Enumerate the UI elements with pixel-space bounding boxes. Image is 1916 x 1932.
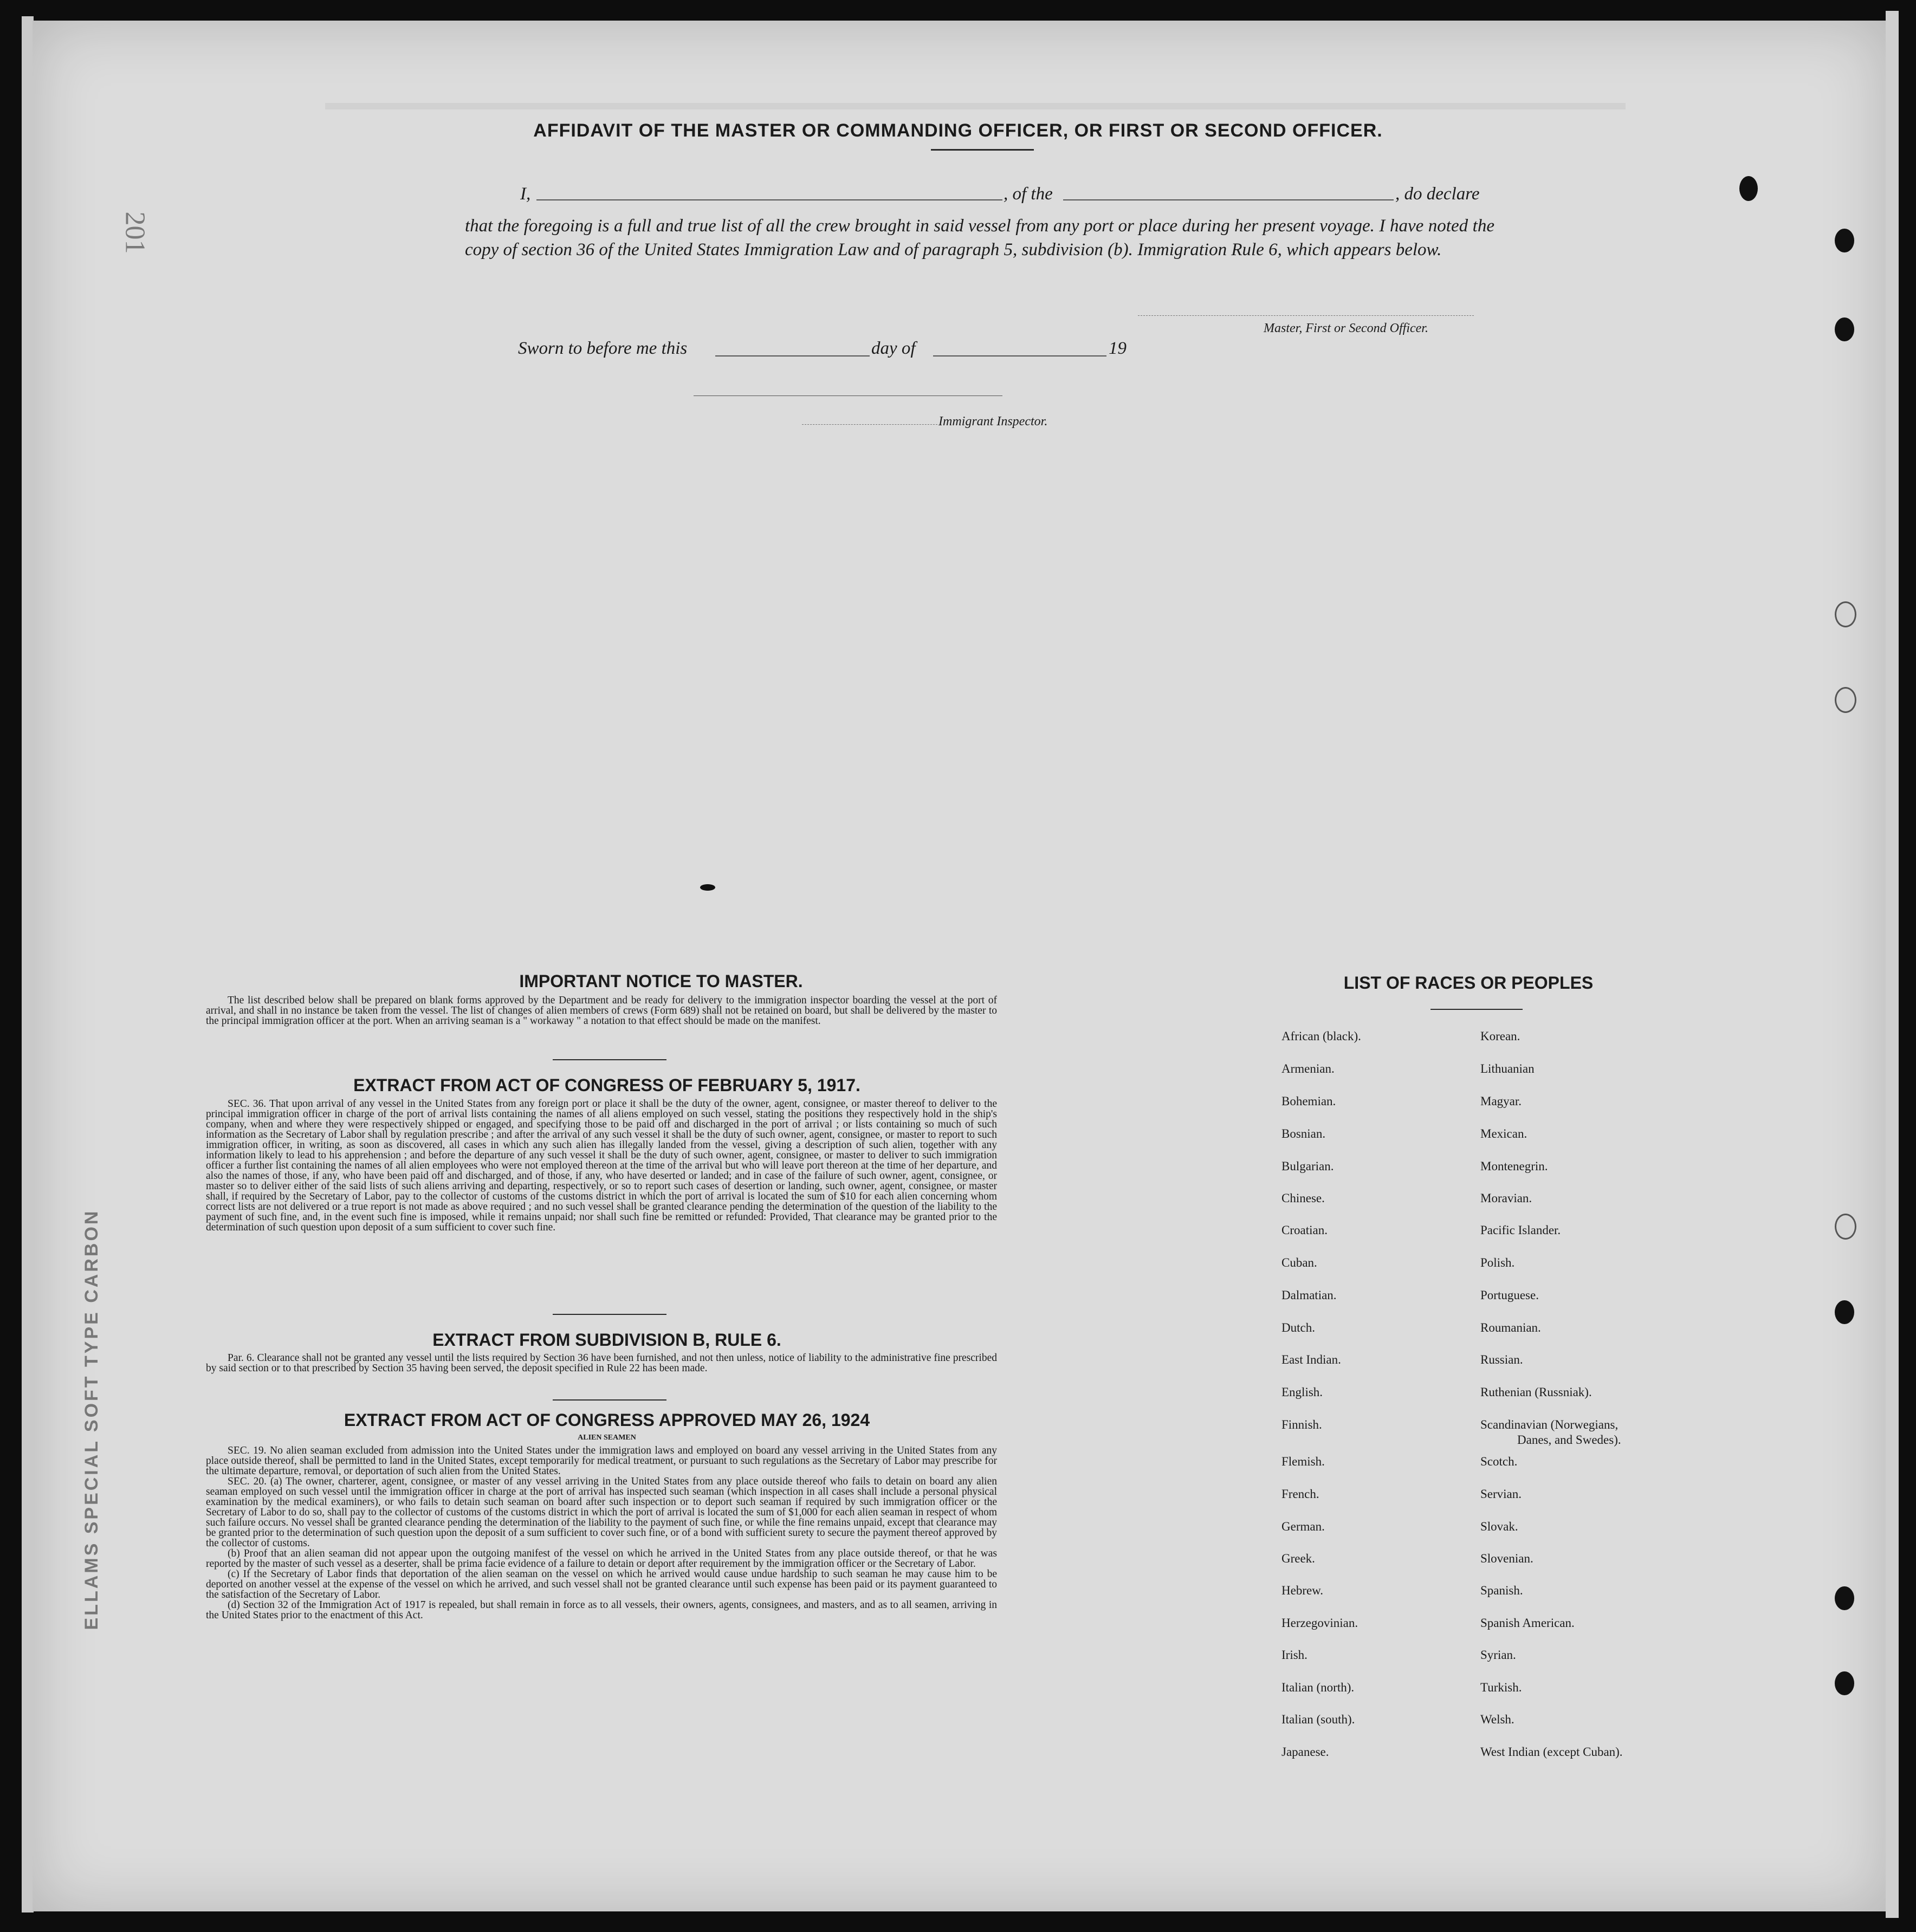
affidavit-title: AFFIDAVIT OF THE MASTER OR COMMANDING OFFICER, OR FIRST OR SECOND OFFICER. (533, 120, 1383, 141)
extract-1924-text (206, 1445, 997, 1620)
race-item: Servian. (1480, 1487, 1522, 1501)
punch-hole (1835, 1214, 1856, 1240)
race-item: Russian. (1480, 1353, 1523, 1366)
document-page (33, 21, 1886, 1911)
sworn-label: Sworn to before me this (518, 339, 688, 358)
sworn-month-line (933, 355, 1106, 356)
race-item: Slovenian. (1480, 1552, 1533, 1565)
race-item: Chinese. (1281, 1191, 1325, 1205)
rule6-text (206, 1353, 997, 1373)
race-item: Bulgarian. (1281, 1159, 1334, 1173)
extract-1924-sec19: SEC. 19. No alien seaman excluded from admission into the United States under the immigration laws and employed on board any vessel arriving in the United States from any place outside thereof, shall be permitted to land in the United States, except temporarily for medical treatment, or pursuant to such regulations as the Secretary of Labor may prescribe for the ultimate departure, removal, or deportation of such alien from the United States. (206, 1445, 997, 1477)
race-item: Welsh. (1480, 1713, 1514, 1726)
punch-hole (1835, 1671, 1854, 1695)
punch-hole (1835, 601, 1856, 627)
day-of-label: day of (871, 339, 916, 358)
race-item: Italian (south). (1281, 1713, 1355, 1726)
notice-divider (553, 1059, 666, 1060)
punch-hole (1835, 317, 1854, 341)
sworn-day-line (715, 355, 870, 356)
race-item: Croatian. (1281, 1223, 1328, 1237)
race-item: African (black). (1281, 1029, 1361, 1043)
race-item: Hebrew. (1281, 1584, 1324, 1597)
race-item: Bohemian. (1281, 1094, 1336, 1108)
race-item: Danes, and Swedes). (1517, 1433, 1621, 1447)
race-item: Finnish. (1281, 1418, 1322, 1431)
race-item: Scandinavian (Norwegians, (1480, 1418, 1619, 1431)
punch-hole (1835, 1300, 1854, 1324)
race-item: Irish. (1281, 1648, 1307, 1662)
page-edge-right (1886, 11, 1899, 1918)
rule6-divider (553, 1399, 666, 1401)
races-title: LIST OF RACES OR PEOPLES (1343, 973, 1594, 993)
race-item: Italian (north). (1281, 1681, 1355, 1694)
race-item: Mexican. (1480, 1127, 1527, 1140)
race-item: Spanish American. (1480, 1616, 1575, 1630)
ink-blot (700, 884, 715, 891)
master-signature-line (1138, 315, 1474, 316)
race-item: Bosnian. (1281, 1127, 1326, 1140)
extract-1924-sec20d: (d) Section 32 of the Immigration Act of 1917 is repealed, but shall remain in force as to all vessels, their owners, agents, consignees, and masters, and as to all seamen, arriving in the United States prior to the enactment of this Act. (206, 1599, 997, 1621)
race-item: Cuban. (1281, 1256, 1317, 1269)
ink-blot (1739, 176, 1758, 201)
race-item: East Indian. (1281, 1353, 1341, 1366)
notice-title: IMPORTANT NOTICE TO MASTER. (519, 971, 803, 991)
extract-1924-title: EXTRACT FROM ACT OF CONGRESS APPROVED MAY 26, 1924 (344, 1410, 870, 1430)
page-edge-left (22, 16, 34, 1912)
race-item: Moravian. (1480, 1191, 1532, 1205)
race-item: Armenian. (1281, 1062, 1335, 1075)
race-item: Greek. (1281, 1552, 1315, 1565)
rule6-title: EXTRACT FROM SUBDIVISION B, RULE 6. (432, 1330, 781, 1350)
punch-hole (1835, 229, 1854, 252)
extract-1917-title: EXTRACT FROM ACT OF CONGRESS OF FEBRUARY 5, 1917. (353, 1075, 860, 1095)
race-item: Turkish. (1480, 1681, 1522, 1694)
extract-1924-sec20a: SEC. 20. (a) The owner, charterer, agent, consignee, or master of any vessel arriving in the United States from any place outside thereof who fails to detain on board any alien seaman employed on such vessel until the immigration officer in charge at the port of arrival has inspected such seaman (which inspection in all cases shall include a personal physical examination by the medical examiners), or who fails to detain such seaman on board after such inspection or to deport such seaman if required by such immigration officer or the Secretary of Labor to do so, shall pay to the collector of customs of the customs district in which the port of arrival is located the sum of $1,000 for each alien seaman in respect of whom such failure occurs. No vessel shall be granted clearance pending the determination of the liability to the payment of such fine, or while the fine remains unpaid, except that clearance may be granted prior to the determination of such question upon the deposit of a sum sufficient to cover such fine, or of a bond with sufficient surety to secure the payment thereof approved by the collector of customs. (206, 1476, 997, 1549)
race-item: Flemish. (1281, 1455, 1325, 1468)
race-item: German. (1281, 1520, 1325, 1533)
extract-1924-subtitle: ALIEN SEAMEN (578, 1434, 636, 1442)
race-item: French. (1281, 1487, 1319, 1501)
race-item: English. (1281, 1385, 1323, 1399)
race-item: Slovak. (1480, 1520, 1518, 1533)
master-name-line (536, 199, 1002, 200)
notice-text (206, 995, 997, 1026)
affidavit-of-the-label: , of the (1004, 184, 1053, 204)
race-item: Japanese. (1281, 1745, 1329, 1759)
vessel-name-line (1063, 199, 1394, 200)
rule6-paragraph: Par. 6. Clearance shall not be granted any vessel until the lists required by Section 36 have been furnished, and not then unless, notice of liability to the administrative fine prescribed by said section or to that prescribed by Section 35 having been served, the deposit specified in Rule 22 has been made. (206, 1352, 997, 1374)
affidavit-declaration: that the foregoing is a full and true list of all the crew brought in said vessel from any port or place during her present voyage. I have noted the copy of section 36 of the United States Immigration Law and of paragraph 5, subdivision (b). Immigration Rule 6, which appears below. (465, 216, 1494, 260)
extract-1924-sec20b: (b) Proof that an alien seaman did not appear upon the outgoing manifest of the vessel on which he arrived in the United States from any place outside thereof, or that he was reported by the master of such vessel as a deserter, shall be prima facie evidence of a failure to detain or deport after requirement by the immigration officer or the Secretary of Labor. (206, 1548, 997, 1570)
race-item: Pacific Islander. (1480, 1223, 1561, 1237)
races-underline (1430, 1009, 1523, 1010)
extract-1917-paragraph: SEC. 36. That upon arrival of any vessel in the United States from any foreign port or place it shall be the duty of the owner, agent, consignee, or master thereof to deliver to the principal immigration officer in charge of the port of arrival lists containing the names of all aliens employed on such vessel, stating the positions they respectively hold in the ship's company, when and where they were respectively shipped or engaged, and specifying those to be paid off and discharged in the port of arrival ; or lists containing so much of such information as the Secretary of Labor shall by regulation prescribe ; and after the arrival of any such vessel it shall be the duty of such owner, agent, consignee, or master to report to such immigration officer, in writing, as soon as discovered, all cases in which any such alien has illegally landed from the vessel, giving a description of such alien, together with any information likely to lead to his apprehension ; and before the departure of any such vessel it shall be the duty of such owner, agent, consignee, or master to deliver to such immigration officer a further list containing the names of all alien employees who were not employed thereon at the time of the arrival but who will leave port thereon at the time of her departure, and also the names of those, if any, who have been paid off and discharged, and of those, if any, who have deserted or landed; and in case of the failure of such owner, agent, consignee, or master so to deliver either of the said lists of such aliens arriving and departing, respectively, or so to report such cases of desertion or landing, such owner, agent, consignee, or master shall, if required by the Secretary of Labor, pay to the collector of customs of the customs district in which the port of arrival is located the sum of $10 for each alien concerning whom correct lists are not delivered or a true report is not made as above required ; and no such vessel shall be granted clearance pending the determination of the question of the liability to the payment of such fine, and, in the event such fine is imposed, while it remains unpaid; nor shall such fine be remitted or refunded: Provided, That clearance may be granted prior to the determination of such question upon deposit of a sum sufficient to cover such fine. (206, 1098, 997, 1233)
race-item: Korean. (1480, 1029, 1520, 1043)
race-item: Montenegrin. (1480, 1159, 1548, 1173)
extract-1917-divider (553, 1314, 666, 1315)
race-item: Scotch. (1480, 1455, 1518, 1468)
race-item: Dalmatian. (1281, 1288, 1337, 1302)
punch-hole (1835, 687, 1856, 713)
extract-1917-text (206, 1099, 997, 1233)
punch-hole (1835, 1586, 1854, 1610)
race-item: Polish. (1480, 1256, 1515, 1269)
margin-stamp-number: 201 (119, 211, 151, 254)
affidavit-do-declare: , do declare (1395, 184, 1480, 204)
notice-paragraph: The list described below shall be prepared on blank forms approved by the Department and be ready for delivery to the immigration inspector boarding the vessel at the port of arrival, and shall in no instance be taken from the vessel. The list of changes of alien members of crews (Form 689) shall not be retained on board, but shall be delivered by the master to the principal immigration officer at the port. When an arriving seaman is a " workaway " a notation to that effect should be made on the manifest. (206, 995, 997, 1027)
extract-1924-sec20c: (c) If the Secretary of Labor finds that deportation of the alien seaman on the vessel on which he arrived would cause undue hardship to such seaman he may cause him to be deported on another vessel at the expense of the vessel on which he arrived, and such vessel shall not be granted clearance until such expense has been paid or its payment guaranteed to the satisfaction of the Secretary of Labor. (206, 1568, 997, 1600)
race-item: Ruthenian (Russniak). (1480, 1385, 1592, 1399)
race-item: Dutch. (1281, 1321, 1315, 1334)
inspector-line-lower (802, 424, 937, 425)
year-label: 19 (1109, 339, 1127, 358)
affidavit-i-label: I, (520, 184, 531, 204)
inspector-label: Immigrant Inspector. (938, 414, 1048, 429)
race-item: Portuguese. (1480, 1288, 1539, 1302)
race-item: West Indian (except Cuban). (1480, 1745, 1623, 1759)
master-signature-label: Master, First or Second Officer. (1264, 321, 1428, 335)
race-item: Roumanian. (1480, 1321, 1541, 1334)
race-item: Magyar. (1480, 1094, 1522, 1108)
race-item: Herzegovinian. (1281, 1616, 1358, 1630)
race-item: Lithuanian (1480, 1062, 1535, 1075)
race-item: Spanish. (1480, 1584, 1523, 1597)
bleed-through-ghost (325, 103, 1626, 120)
title-underline (931, 149, 1034, 151)
side-imprint: ELLAMS SPECIAL SOFT TYPE CARBON (81, 1209, 102, 1630)
race-item: Syrian. (1480, 1648, 1516, 1662)
